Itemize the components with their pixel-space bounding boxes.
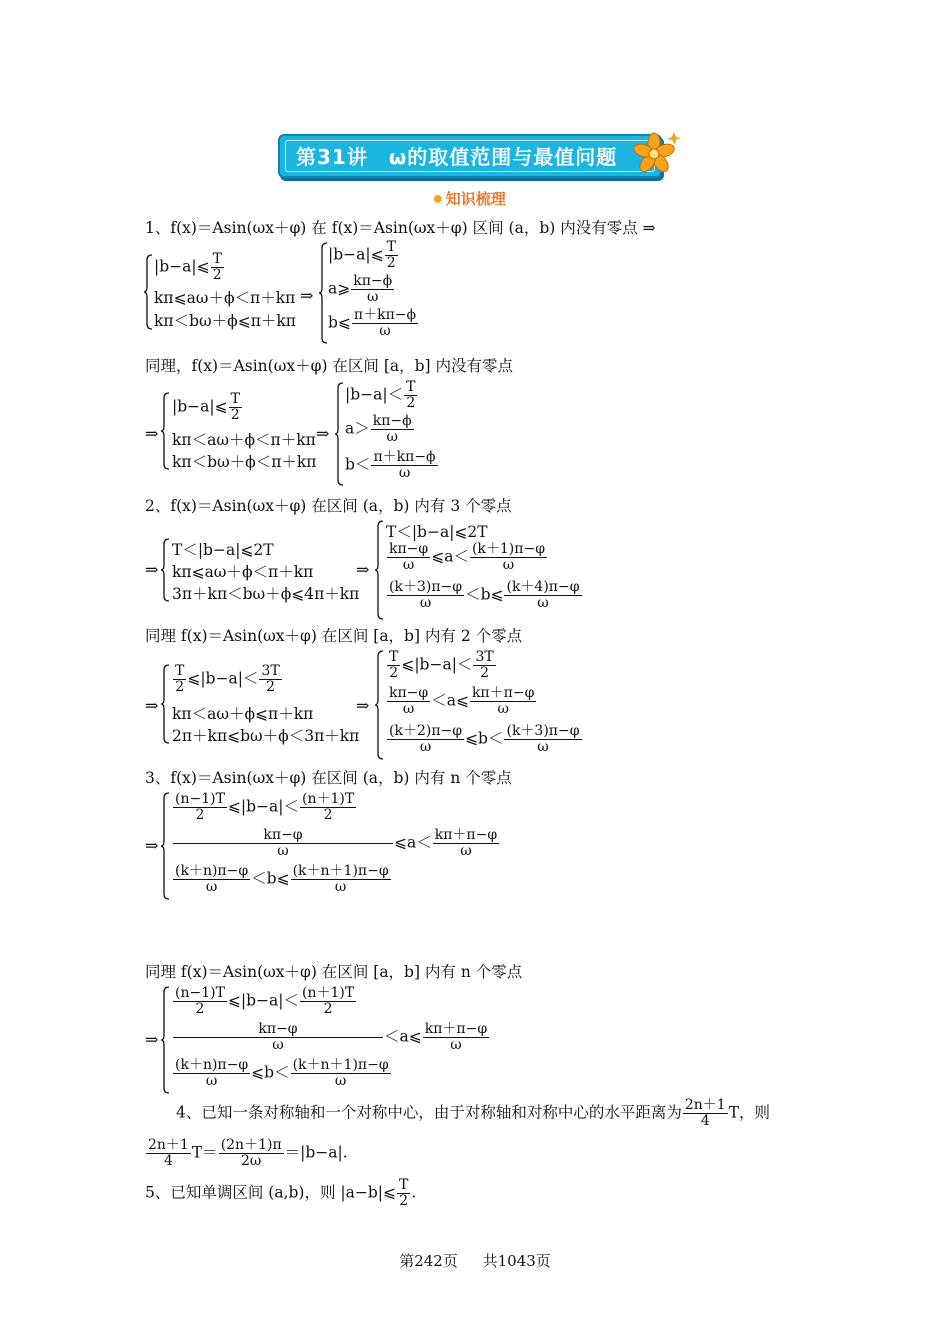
fraction-denominator: ω (470, 701, 536, 717)
fraction-numerator: (k＋1)π−φ (471, 541, 546, 557)
fraction (470, 542, 547, 573)
fraction (300, 986, 356, 1017)
fraction (173, 792, 227, 823)
fraction-denominator: ω (423, 1037, 489, 1053)
fraction-denominator: 2 (211, 267, 224, 283)
fraction-numerator: 3T (475, 649, 494, 665)
fraction-denominator: 4 (683, 1113, 728, 1129)
fraction (423, 1022, 489, 1053)
section-heading-text: 知识梳理 (445, 190, 506, 208)
fraction-numerator: π＋kπ−ϕ (353, 307, 417, 323)
fraction-numerator: (k＋3)π−φ (389, 579, 463, 595)
fraction-denominator: ω (387, 595, 464, 611)
equation-row: 2π＋kπ⩽bω＋ϕ＜3π＋kπ (172, 727, 360, 745)
fraction-denominator: ω (470, 557, 547, 573)
equation-row: kπ⩽aω＋ϕ＜π＋kπ (154, 289, 296, 307)
fraction-denominator: ω (371, 465, 437, 481)
equation-row: $\frac{T}{2}$ ⩽|b−a|＜ $\frac{3T}{2}$ (175, 663, 280, 695)
fraction-denominator: ω (387, 557, 430, 573)
fraction-numerator: (k＋3)π−φ (506, 723, 580, 739)
page-number: 第242页 (399, 1252, 458, 1270)
equation-row: $\frac{(k+3)\pi-\varphi}{\omega}$ ＜b⩽ $\frac{(k+4)\pi-\varphi}{\omega}$ (389, 579, 580, 611)
s3-brace (160, 792, 170, 900)
chapter-banner (278, 134, 662, 178)
equation-row: kπ＜bω＋ϕ⩽π＋kπ (154, 312, 296, 330)
equation-row: $\frac{(k+n)\pi-\varphi}{\omega}$ ⩽b＜ $\frac{(k+n+1)\pi-\varphi}{\omega}$ (175, 1057, 389, 1089)
fraction (351, 274, 394, 305)
fraction-denominator: ω (387, 739, 464, 755)
fraction-numerator: T (230, 391, 240, 407)
fraction-numerator: (k＋n＋1)π−φ (292, 863, 389, 879)
equation-row: kπ＜aω＋ϕ⩽π＋kπ (172, 705, 314, 723)
s2-arrow-2: ⇒ (356, 560, 370, 579)
fraction-numerator: (k＋n)π−φ (175, 863, 249, 879)
section-heading (432, 188, 506, 209)
fraction (173, 1058, 250, 1089)
equation-row: |b−a|⩽ $\frac{T}{2}$ (328, 239, 396, 271)
fraction-numerator: kπ−φ (389, 685, 429, 701)
fraction-numerator: kπ＋π−φ (471, 685, 535, 701)
fraction-numerator: π＋kπ−ϕ (373, 449, 436, 465)
s1b-arrow-2: ⇒ (316, 424, 330, 443)
equation-row: $\frac{(k+n)\pi-\varphi}{\omega}$ ＜b⩽ $\frac{(k+n+1)\pi-\varphi}{\omega}$ (175, 863, 389, 895)
sun-icon: ✹ (432, 192, 444, 208)
fraction-numerator: kπ−φ (263, 827, 303, 843)
fraction-numerator: T (175, 663, 185, 679)
fraction-denominator: ω (173, 1073, 250, 1089)
fraction-numerator: 2n＋1 (148, 1137, 189, 1153)
fraction-denominator: ω (173, 843, 393, 859)
fraction-numerator: kπ−φ (258, 1021, 298, 1037)
fraction (387, 724, 464, 755)
fraction (371, 414, 414, 445)
s2b-right-brace (374, 650, 384, 760)
s2b-arrow: ⇒ (145, 696, 159, 715)
fraction (404, 380, 417, 411)
s1-left-brace (143, 254, 153, 330)
equation-row: $\frac{T}{2}$ ⩽|b−a|＜ $\frac{3T}{2}$ (389, 649, 494, 681)
s1-right-brace (318, 242, 328, 344)
fraction-numerator: T (389, 649, 399, 665)
fraction-denominator: 2 (404, 395, 417, 411)
s1-intro: 1、f(x)＝Asin(ωx＋φ) 在 f(x)＝Asin(ωx＋φ) 区间 (a，b) 内没有零点 ⇒ (145, 219, 656, 237)
s1b-intro: 同理，f(x)＝Asin(ωx＋φ) 在区间 [a，b] 内没有零点 (145, 357, 514, 375)
fraction-denominator: 4 (146, 1153, 191, 1169)
fraction-denominator: ω (387, 701, 430, 717)
fraction-denominator: ω (504, 739, 581, 755)
fraction-denominator: 2 (300, 1001, 356, 1017)
s1b-right-brace (334, 382, 344, 486)
equation-row: |b−a|⩽ $\frac{T}{2}$ (172, 391, 240, 423)
fraction-denominator: 2 (173, 1001, 227, 1017)
s2b-intro: 同理 f(x)＝Asin(ωx＋φ) 在区间 [a，b] 内有 2 个零点 (145, 627, 523, 645)
fraction (146, 1138, 191, 1169)
s2-arrow: ⇒ (145, 560, 159, 579)
fraction (371, 450, 437, 481)
fraction-denominator: ω (433, 843, 499, 859)
fraction (683, 1098, 728, 1129)
fraction-numerator: (2n＋1)π (220, 1137, 282, 1153)
fraction-denominator: 2 (473, 665, 495, 681)
s1-arrow: ⇒ (300, 286, 314, 305)
equation-row: |b−a|＜ $\frac{T}{2}$ (345, 379, 416, 411)
equation-row: $\frac{k\pi-\varphi}{\omega}$ ＜a⩽ $\frac{k\pi+\pi-\varphi}{\omega}$ (389, 685, 535, 717)
fraction (291, 1058, 391, 1089)
fraction-numerator: kπ−φ (389, 541, 429, 557)
s5-line: 5、已知单调区间 (a,b)，则 |a−b|⩽ $\frac{T}{2}$ . (145, 1177, 417, 1209)
equation-row: $\frac{(n-1)T}{2}$ ⩽|b−a|＜ $\frac{(n+1)T}{2}$ (175, 985, 355, 1017)
equation-row: |b−a|⩽ $\frac{T}{2}$ (154, 251, 222, 283)
fraction-denominator: 2 (300, 807, 356, 823)
fraction-numerator: (n＋1)T (302, 791, 355, 807)
fraction (504, 580, 581, 611)
fraction (387, 650, 400, 681)
fraction (387, 542, 430, 573)
s1b-arrow: ⇒ (145, 424, 159, 443)
s4-line1: 4、已知一条对称轴和一个对称中心，由于对称轴和对称中心的水平距离为 $\frac{2n+1}{4}$ T，则 (176, 1097, 771, 1129)
fraction (300, 792, 356, 823)
fraction-numerator: 2n＋1 (684, 1097, 726, 1113)
fraction (387, 580, 464, 611)
fraction-denominator: 2 (173, 679, 186, 695)
fraction-denominator: ω (371, 429, 414, 445)
s3-intro: 3、f(x)＝Asin(ωx＋φ) 在区间 (a，b) 内有 n 个零点 (145, 769, 512, 787)
fraction-numerator: (k＋2)π−φ (389, 723, 463, 739)
s2-left-brace (160, 538, 170, 602)
fraction (470, 686, 536, 717)
fraction-numerator: T (386, 239, 396, 255)
fraction-denominator: 2 (385, 255, 398, 271)
fraction-numerator: (k＋n＋1)π−φ (292, 1057, 389, 1073)
fraction-numerator: (n＋1)T (302, 985, 355, 1001)
s2-right-brace (374, 520, 384, 620)
fraction-denominator: ω (291, 879, 391, 895)
fraction-numerator: (k＋4)π−φ (506, 579, 580, 595)
fraction-numerator: kπ−ϕ (353, 273, 393, 289)
equation-row: b⩽ $\frac{\pi+k\pi-\phi}{\omega}$ (328, 307, 417, 339)
fraction-numerator: T (212, 251, 222, 267)
fraction-denominator: 2 (259, 679, 281, 695)
fraction (387, 686, 430, 717)
fraction-denominator: ω (173, 879, 250, 895)
fraction-denominator: ω (291, 1073, 391, 1089)
fraction-numerator: (k＋n)π−φ (175, 1057, 249, 1073)
s1b-left-brace (160, 392, 170, 470)
fraction-denominator: ω (351, 289, 394, 305)
s2b-left-brace (160, 664, 170, 744)
s3b-arrow: ⇒ (145, 1030, 159, 1049)
fraction-numerator: T (398, 1177, 409, 1193)
fraction-denominator: ω (504, 595, 581, 611)
fraction-denominator: 2 (229, 407, 242, 423)
equation-row: T＜|b−a|⩽2T (172, 541, 274, 559)
s3-arrow: ⇒ (145, 836, 159, 855)
s2-intro: 2、f(x)＝Asin(ωx＋φ) 在区间 (a，b) 内有 3 个零点 (145, 497, 512, 515)
equation-row: $\frac{(n-1)T}{2}$ ⩽|b−a|＜ $\frac{(n+1)T}{2}$ (175, 791, 355, 823)
page-total: 共1043页 (482, 1252, 551, 1270)
fraction-numerator: T (406, 379, 416, 395)
equation-row: kπ＜aω＋ϕ＜π＋kπ (172, 431, 316, 449)
fraction (173, 828, 393, 859)
fraction (433, 828, 499, 859)
equation-row: b＜ $\frac{\pi+k\pi-\phi}{\omega}$ (345, 449, 436, 481)
chapter-title: 第31讲 ω的取值范围与最值问题 (296, 145, 618, 169)
equation-row: a＞ $\frac{k\pi-\phi}{\omega}$ (345, 413, 412, 445)
fraction-numerator: (n−1)T (175, 791, 225, 807)
equation-row: $\frac{k\pi-\varphi}{\omega}$ ＜a⩽ $\frac{k\pi+\pi-\varphi}{\omega}$ (172, 1022, 490, 1053)
s3b-brace (160, 986, 170, 1094)
equation-row: kπ⩽aω＋ϕ＜π＋kπ (172, 563, 314, 581)
fraction-denominator: 2 (173, 807, 227, 823)
fraction (173, 664, 186, 695)
fraction-denominator: 2 (397, 1193, 410, 1209)
fraction-numerator: kπ−ϕ (372, 413, 412, 429)
fraction-denominator: 2ω (219, 1153, 284, 1169)
equation-row: kπ＜bω＋ϕ＜π＋kπ (172, 453, 317, 471)
fraction (259, 664, 281, 695)
equation-row: $\frac{(k+2)\pi-\varphi}{\omega}$ ⩽b＜ $\frac{(k+3)\pi-\varphi}{\omega}$ (389, 723, 580, 755)
fraction (173, 1022, 383, 1053)
s4-line2: $\frac{2n+1}{4}$ T＝ $\frac{(2n+1)\pi}{2\omega}$ ＝|b−a|. (148, 1137, 348, 1169)
s3b-intro: 同理 f(x)＝Asin(ωx＋φ) 在区间 [a，b] 内有 n 个零点 (145, 963, 523, 981)
fraction (173, 864, 250, 895)
fraction (219, 1138, 284, 1169)
fraction-numerator: (n−1)T (175, 985, 225, 1001)
fraction (473, 650, 495, 681)
fraction-denominator: ω (352, 323, 418, 339)
equation-row: $\frac{k\pi-\varphi}{\omega}$ ⩽a＜ $\frac{k\pi+\pi-\varphi}{\omega}$ (172, 828, 500, 859)
fraction (229, 392, 242, 423)
fraction-numerator: kπ＋π−φ (424, 1021, 488, 1037)
fraction (173, 986, 227, 1017)
fraction (385, 240, 398, 271)
fraction-numerator: kπ＋π−φ (434, 827, 498, 843)
page-footer (0, 1250, 950, 1271)
fraction-denominator: 2 (387, 665, 400, 681)
fraction (291, 864, 391, 895)
fraction (397, 1178, 410, 1209)
fraction (352, 308, 418, 339)
fraction (504, 724, 581, 755)
equation-row: a⩾ $\frac{k\pi-\phi}{\omega}$ (328, 273, 393, 305)
equation-row: $\frac{k\pi-\varphi}{\omega}$ ⩽a＜ $\frac{(k+1)\pi-\varphi}{\omega}$ (389, 541, 546, 573)
s2b-arrow-2: ⇒ (356, 696, 370, 715)
fraction-numerator: 3T (261, 663, 280, 679)
fraction-denominator: ω (173, 1037, 383, 1053)
equation-row: T＜|b−a|⩽2T (386, 523, 488, 541)
flower-icon (632, 128, 684, 178)
fraction (211, 252, 224, 283)
equation-row: 3π＋kπ＜bω＋ϕ⩽4π＋kπ (172, 585, 360, 603)
